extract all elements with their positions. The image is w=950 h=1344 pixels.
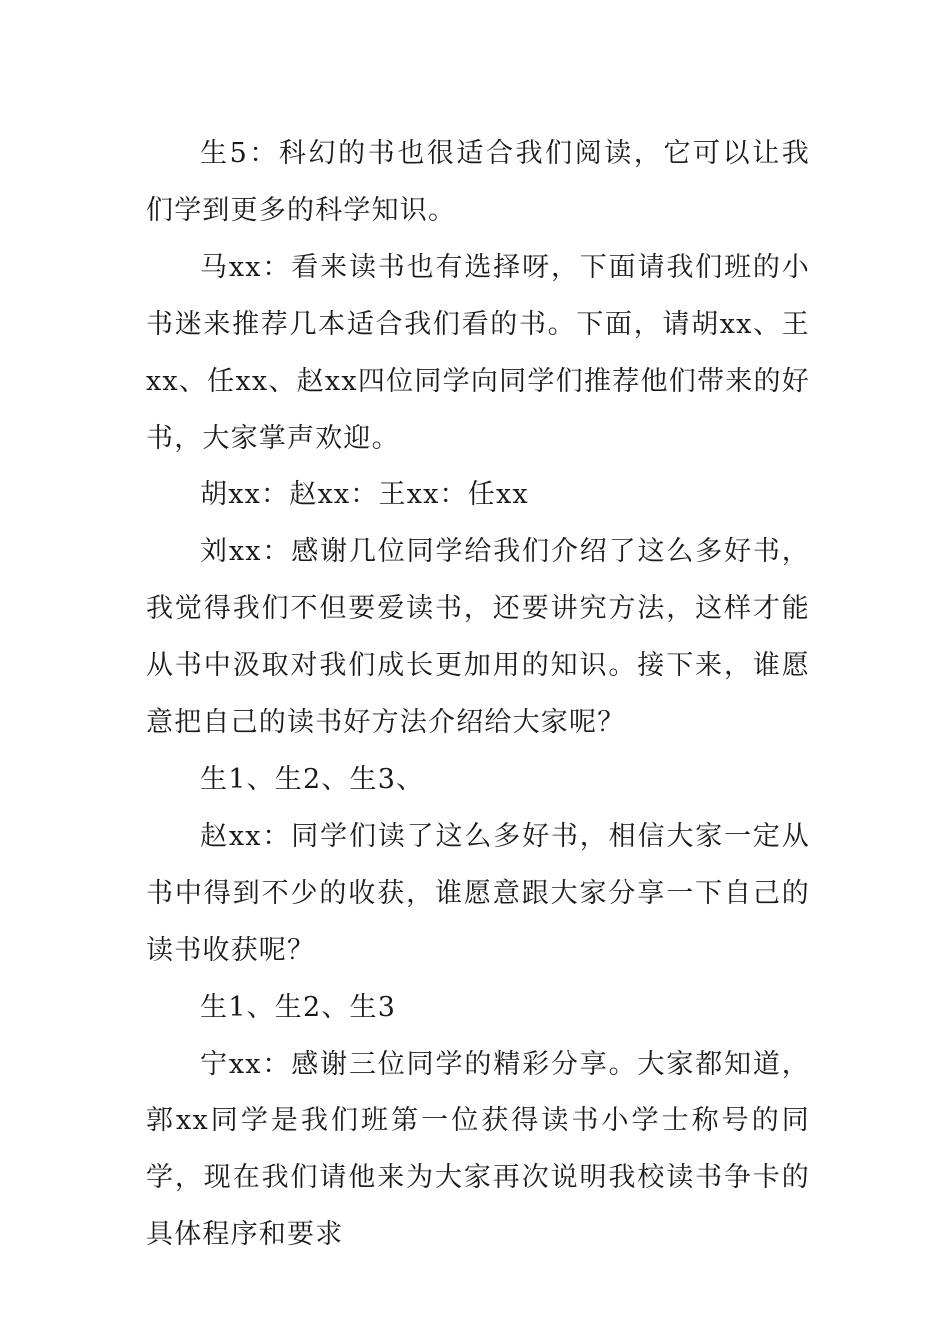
paragraph-presenters: 胡xx：赵xx：王xx：任xx (200, 479, 529, 511)
paragraph-liu-methods: 刘xx：感谢几位同学给我们介绍了这么多好书，我觉得我们不但要爱读书，还要讲究方法，这样才能从书中汲取对我们成长更加用的知识。接下来，谁愿意把自己的读书好方法介绍给大家呢？ (146, 536, 810, 739)
paragraph-zhao-share: 赵xx：同学们读了这么多好书，相信大家一定从书中得到不少的收获，谁愿意跟大家分享一下自己的读书收获呢？ (146, 820, 810, 966)
paragraph-student5-scifi: 生5：科幻的书也很适合我们阅读，它可以让我们学到更多的科学知识。 (146, 138, 810, 226)
document-body (146, 126, 810, 1264)
paragraph-students-2: 生1、生2、生3 (200, 991, 397, 1023)
paragraph-ma-recommend: 马xx：看来读书也有选择呀，下面请我们班的小书迷来推荐几本适合我们看的书。下面，请胡xx、王xx、任xx、赵xx四位同学向同学们推荐他们带来的好书，大家掌声欢迎。 (146, 251, 810, 454)
paragraph-students-1: 生1、生2、生3、 (200, 763, 425, 795)
paragraph-ning-thanks: 宁xx：感谢三位同学的精彩分享。大家都知道，郭xx同学是我们班第一位获得读书小学士称号的同学，现在我们请他来为大家再次说明我校读书争卡的具体程序和要求 (146, 1048, 810, 1251)
